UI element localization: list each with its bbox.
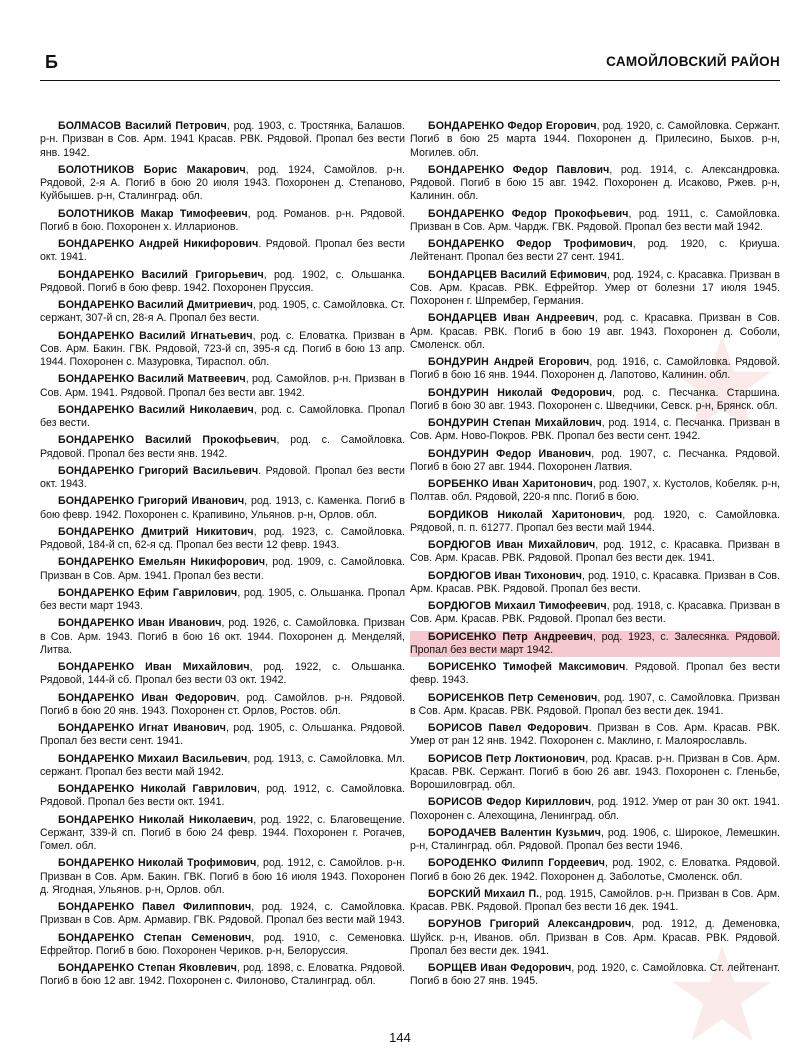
entry-text: , род. с. Песчанка. Старшина. Погиб в бою 30 авг. 1943. Похоронен с. Шведчики, Севск. р-н, Брянск. обл.: [410, 386, 780, 412]
entry-name: БОЛОТНИКОВ Борис Макарович: [58, 163, 246, 176]
entry-text: , род. 1914, с. Александровка. Рядовой. Погиб в бою 15 авг. 1942. Похоронен д. Исаково, Ржев. р-н, Калинин. обл.: [410, 163, 780, 203]
entry: [40, 617, 405, 657]
entry: [40, 556, 405, 583]
entry: [410, 888, 780, 915]
entry-text: , род. 1923, с. Самойловка. Рядовой, 184-й сп, 62-я сд. Пропал без вести 12 февр. 1943.: [40, 525, 405, 551]
entry-name: БОНДАРЕНКО Григорий Васильевич: [58, 464, 259, 477]
entry-text: , род. 1905, с. Самойловка. Ст. сержант, 307-й сп, 28-я А. Пропал без вести.: [40, 299, 405, 325]
entry-name: БОНДАРЕНКО Степан Семенович: [58, 931, 252, 944]
entry-text: , род. 1903, с. Тростянка, Балашов. р-н. Призван в Сов. Арм. 1941 Красав. РВК. Рядовой. Пропал без вести янв. 1942.: [40, 120, 405, 159]
entry-name: БОРИСОВ Павел Федорович: [428, 722, 589, 734]
entry: [410, 661, 780, 688]
entry-name: БОНДАРЕНКО Федор Павлович: [428, 163, 610, 176]
entry-name: БОНДАРЕНКО Николай Гаврилович: [58, 783, 257, 795]
entry-name: БОРУНОВ Григорий Александрович: [428, 918, 632, 931]
section-letter: Б: [45, 52, 58, 72]
entry-text: , род. 1910, с. Красавка. Призван в Сов. Арм. Красав. РВК. Рядовой. Пропал без вести.: [410, 569, 780, 595]
entry-text: , род. 1905, с. Ольшанка. Пропал без вести март 1943.: [40, 586, 405, 612]
entry: [40, 373, 405, 400]
entry-text: , род. с. Еловатка. Призван в Сов. Арм. Бакин. ГВК. Рядовой, 723-й сп, 395-я сд. Погиб в бою 13 апр. 1944. Похоронен с. Мазуровка, Тираспол. обл.: [40, 329, 405, 368]
entry-text: , род. 1912, с. Красавка. Призван в Сов. Арм. Красав. РВК. Рядовой. Пропал без вести дек. 1941.: [410, 539, 780, 565]
entry-text: , род. 1924, с. Самойловка. Призван в Сов. Арм. Армавир. ГВК. Рядовой. Пропал без вести май 1943.: [40, 901, 405, 927]
entry: [40, 901, 405, 928]
entry-text: , род. 1920, с. Самойловка. Рядовой, п. п. 61277. Пропал без вести май 1944.: [410, 508, 780, 534]
entry-name: БОРСКИЙ Михаил П.: [428, 887, 540, 900]
entry-name: БОРИСОВ Петр Локтионович: [428, 752, 586, 765]
entry-name: БОНДАРЕНКО Игнат Иванович: [58, 722, 226, 734]
entry-name: БОЛМАСОВ Василий Петрович: [58, 120, 227, 132]
entry: [40, 299, 405, 326]
entry: [410, 238, 780, 265]
entry-text: , род. 1905, с. Ольшанка. Рядовой. Пропал без вести сент. 1941.: [40, 722, 405, 748]
entry-name: БОРДЮГОВ Михаил Тимофеевич: [428, 600, 607, 612]
entry-text: , род. 1924, с. Красавка. Призван в Сов. Арм. Красав. РВК. Ефрейтор. Умер от болезни 17 июля 1945. Похоронен г. Шпрембер, Германия.: [410, 268, 780, 307]
entry-text: , род. Самойлов. р-н. Призван в Сов. Арм. 1941. Рядовой. Пропал без вести авг. 1942.: [40, 373, 405, 399]
entry-text: , род. 1920, с. Криуша. Лейтенант. Пропал без вести 27 сент. 1941.: [410, 238, 780, 264]
entry-name: БОРИСЕНКО Тимофей Максимович: [428, 661, 626, 673]
entry-text: , род. 1898, с. Еловатка. Рядовой. Погиб в бою 12 авг. 1942. Похоронен с. Филоново, Сталинград. обл.: [40, 962, 405, 988]
entry: [410, 164, 780, 204]
entry-text: , род. 1918, с. Красавка. Призван в Сов. Арм. Красав. РВК. Рядовой. Пропал без вести.: [410, 600, 780, 626]
entry-name: БОРИСОВ Федор Кириллович: [428, 796, 592, 809]
entry-name: БОРИСЕНКО Петр Андреевич: [428, 630, 593, 643]
entry: [40, 120, 405, 160]
entry-text: , род. 1909, с. Самойловка. Призван в Сов. Арм. 1941. Пропал без вести.: [40, 556, 406, 582]
entry-name: БОНДАРЕНКО Василий Николаевич: [58, 403, 254, 416]
entry-name: БОНДАРЕНКО Николай Трофимович: [58, 857, 257, 870]
entry-name: БОРОДАЧЕВ Валентин Кузьмич: [428, 826, 601, 839]
entry: [410, 478, 780, 505]
entry-name: БОНДАРЕНКО Иван Михайлович: [58, 661, 250, 673]
entry-text: , род. Самойлов. р-н. Рядовой. Погиб в бою 20 янв. 1943. Похоронен ст. Орлов, Ростов. обл.: [40, 691, 405, 717]
entry-name: БОРЩЕВ Иван Федорович: [428, 962, 572, 974]
entry: [410, 857, 780, 884]
entry: [410, 962, 780, 989]
entry: [410, 796, 780, 823]
entry-name: БОНДАРЕНКО Павел Филиппович: [58, 901, 252, 913]
entry: [410, 753, 780, 793]
entry-name: БОНДАРЕНКО Григорий Иванович: [58, 495, 245, 508]
entry-name: БОНДАРЕНКО Федор Трофимович: [428, 238, 633, 250]
entry-text: , род. 1902, с. Еловатка. Рядовой. Погиб в бою 26 дек. 1942. Похоронен д. Заболотье, Смоленск. обл.: [410, 857, 780, 883]
entry-text: , род. 1920, с. Самойловка. Сержант. Погиб в бою 25 марта 1944. Похоронен д. Прилесино, Быхов. р-н, Могилев. обл.: [410, 120, 780, 159]
highlighted-entry: [410, 631, 780, 658]
right-column: [410, 120, 780, 993]
entry: [410, 120, 780, 160]
entry-name: БОНДАРЕНКО Дмитрий Никитович: [58, 525, 254, 538]
entry-text: , род. 1912. Умер от ран 30 окт. 1941. Похоронен с. Алехощина, Ленинград. обл.: [410, 796, 780, 822]
entry: [40, 814, 405, 854]
entry: [410, 509, 780, 536]
entry: [410, 827, 780, 854]
entry-text: , род. 1924, Самойлов. р-н. Рядовой, 2-я А. Погиб в бою 20 июля 1943. Похоронен д. Степаново, Куйбышев. р-н, Сталинград. обл.: [40, 163, 405, 203]
entry-name: БОНДУРИН Николай Федорович: [428, 386, 613, 399]
entry: [40, 238, 405, 265]
entry-text: , род. 1914, с. Песчанка. Призван в Сов. Арм. Ново-Покров. РВК. Пропал без вести сент. 1942.: [410, 417, 780, 443]
entry-name: БОЛОТНИКОВ Макар Тимофеевич: [58, 207, 248, 220]
entry: [410, 269, 780, 309]
entry-name: БОРДЮГОВ Иван Тихонович: [428, 569, 583, 582]
entry-name: БОНДАРЕНКО Василий Дмитриевич: [58, 299, 253, 311]
entry-name: БОНДАРЕНКО Василий Прокофьевич: [58, 434, 277, 447]
entry-text: , род. 1907, х. Кустолов, Кобеляк. р-н, Полтав. обл. Рядовой, 220-я ппс. Погиб в бою.: [410, 478, 780, 504]
entry: [40, 587, 405, 614]
entry: [40, 164, 405, 204]
entry: [40, 465, 405, 492]
entry: [410, 387, 780, 414]
entry-text: . Рядовой. Пропал без вести окт. 1943.: [40, 464, 405, 490]
entry-name: БОНДАРЕНКО Василий Матвеевич: [58, 373, 246, 386]
entry: [410, 312, 780, 352]
entry-text: , род. 1912, д. Деменовка, Шуйск. р-н, Иванов. обл. Призван в Сов. Арм. Красав. РВК. Рядовой. Пропал без вести дек. 1941.: [410, 918, 780, 957]
entry-name: БОРДИКОВ Николай Харитонович: [428, 508, 623, 521]
entry-text: , род. 1906, с. Широкое, Лемешкин. р-н, Сталинград. обл. Рядовой. Пропал без вести 1946.: [410, 826, 780, 852]
entry: [40, 330, 405, 370]
entry-name: БОНДАРЦЕВ Василий Ефимович: [428, 268, 608, 281]
entry: [40, 404, 405, 431]
entry: [410, 356, 780, 383]
entry: [410, 208, 780, 235]
entry-text: , род. 1922, с. Ольшанка. Рядовой, 144-й сб. Пропал без вести 03 окт. 1942.: [40, 661, 405, 687]
entry-name: БОНДАРЦЕВ Иван Андреевич: [428, 312, 595, 325]
entry-name: БОНДАРЕНКО Василий Игнатьевич: [58, 329, 253, 342]
entry-name: БОНДАРЕНКО Степан Яковлевич: [58, 962, 237, 974]
entry: [40, 526, 405, 553]
entry-text: , род. 1912, с. Самойловка. Рядовой. Пропал без вести окт. 1941.: [40, 783, 405, 809]
entry: [40, 495, 405, 522]
entry: [40, 783, 405, 810]
entry-text: , род. 1915, Самойлов. р-н. Призван в Сов. Арм. Красав. РВК. Рядовой. Пропал без вести 16 дек. 1941.: [410, 887, 780, 913]
left-column: [40, 120, 405, 993]
entry-text: , род. 1902, с. Ольшанка. Рядовой. Погиб в бою февр. 1942. Похоронен Пруссия.: [40, 268, 405, 294]
entry-text: , род. Красав. р-н. Призван в Сов. Арм. Красав. РВК. Сержант. Погиб в бою 26 авг. 1943. Похоронен с. Гленьбе, Ворошиловград. обл.: [410, 752, 780, 791]
entry: [40, 753, 405, 780]
entry: [40, 269, 405, 296]
entry: [410, 722, 780, 749]
entry: [40, 857, 405, 897]
entry-text: , род. 1910, с. Семеновка. Ефрейтор. Погиб в бою. Похоронен Чериков. р-н, Белоруссия.: [40, 931, 406, 957]
entry-text: , род. 1913, с. Каменка. Погиб в бою февр. 1942. Похоронен с. Крапивино, Ульянов. р-н, Орлов. обл.: [40, 495, 405, 521]
entry: [40, 722, 405, 749]
entry-name: БОНДУРИН Степан Михайлович: [428, 417, 602, 429]
entry: [40, 208, 405, 235]
entry-text: , род. 1907, с. Самойловка. Призван в Сов. Арм. Красав. РВК. Рядовой. Пропал без вести дек. 1941.: [410, 691, 780, 717]
entry-name: БОНДАРЕНКО Ефим Гаврилович: [58, 586, 238, 599]
entry: [410, 918, 780, 958]
entry-text: , род. 1911, с. Самойловка. Призван в Сов. Арм. Чардж. ГВК. Рядовой. Пропал без вести май 1942.: [410, 207, 780, 233]
entry-name: БОНДАРЕНКО Федор Егорович: [428, 120, 597, 132]
entry-name: БОНДУРИН Андрей Егорович: [428, 356, 590, 368]
entry-name: БОНДАРЕНКО Андрей Никифорович: [58, 238, 259, 250]
entry: [40, 661, 405, 688]
entry-text: , род. Романов. р-н. Рядовой. Погиб в бою. Похоронен х. Илларионов.: [40, 207, 405, 233]
entry-name: БОРБЕНКО Иван Харитонович: [428, 478, 593, 490]
entry-name: БОНДАРЕНКО Иван Федорович: [58, 691, 237, 704]
entry-name: БОНДАРЕНКО Емельян Никифорович: [58, 556, 266, 569]
region-title: САМОЙЛОВСКИЙ РАЙОН: [606, 54, 780, 69]
page-number: 144: [389, 1030, 411, 1045]
entry-name: БОРДЮГОВ Иван Михайлович: [428, 539, 596, 551]
entry-name: БОРИСЕНКОВ Петр Семенович: [428, 691, 598, 704]
entry: [40, 962, 405, 989]
entry-text: , род. 1920, с. Самойловка. Ст. лейтенант. Погиб в бою 27 янв. 1945.: [410, 962, 780, 988]
entry-text: , род. 1923, с. Залесянка. Рядовой. Пропал без вести март 1942.: [410, 630, 780, 656]
entry: [40, 434, 405, 461]
entry-text: . Рядовой. Пропал без вести окт. 1941.: [40, 238, 405, 264]
entry-text: , род. с. Самойловка. Рядовой. Пропал без вести янв. 1942.: [40, 434, 405, 460]
entry-name: БОНДУРИН Федор Иванович: [428, 447, 592, 460]
entry-text: , род. 1916, с. Самойловка. Рядовой. Погиб в бою 16 янв. 1944. Похоронен д. Лапотово, Калинин. обл.: [410, 356, 780, 382]
entry: [410, 417, 780, 444]
entry-text: , род. с. Самойловка. Пропал без вести.: [40, 403, 405, 429]
entry-text: , род. 1913, с. Самойловка. Мл. сержант. Пропал без вести май 1942.: [40, 752, 406, 778]
entry: [410, 600, 780, 627]
entry: [40, 932, 405, 959]
entry-text: . Призван в Сов. Арм. Красав. РВК. Умер от ран 12 янв. 1942. Похоронен с. Маклино, г. Малоярославль.: [410, 722, 780, 748]
entry-text: , род. 1926, с. Самойловка. Призван в Сов. Арм. 1943. Погиб в бою 16 окт. 1944. Похоронен д. Менделяй, Литва.: [40, 617, 405, 656]
entry-name: БОРОДЕНКО Филипп Гордеевич: [428, 857, 606, 870]
entry-text: , род. 1922, с. Благовещение. Сержант, 339-й сп. Погиб в бою 24 февр. 1944. Похоронен г. Рогачев, Гомел. обл.: [40, 813, 405, 852]
header-divider: [40, 80, 780, 81]
entry: [410, 448, 780, 475]
entry-name: БОНДАРЕНКО Николай Николаевич: [58, 813, 254, 826]
entry-text: , род. 1912, с. Самойлов. р-н. Призван в Сов. Арм. Бакин. ГВК. Погиб в бою 16 июля 1943. Похоронен д. Ягодная, Ульянов. р-н, Орлов. обл.: [40, 857, 405, 896]
entry-name: БОНДАРЕНКО Иван Иванович: [58, 617, 222, 630]
entry-text: , род. 1907, с. Песчанка. Рядовой. Погиб в бою 27 авг. 1944. Похоронен Латвия.: [410, 447, 780, 473]
entry: [410, 692, 780, 719]
entry-text: . Рядовой. Пропал без вести февр. 1943.: [410, 661, 780, 687]
entry-name: БОНДАРЕНКО Василий Григорьевич: [58, 268, 264, 281]
entry-text: , род. с. Красавка. Призван в Сов. Арм. Красав. РВК. Погиб в бою 19 авг. 1943. Похоронен д. Соболи, Смоленск. обл.: [410, 312, 781, 351]
entry-name: БОНДАРЕНКО Федор Прокофьевич: [428, 207, 629, 220]
entry: [410, 539, 780, 566]
entry-name: БОНДАРЕНКО Михаил Васильевич: [58, 752, 248, 765]
entry: [410, 570, 780, 597]
entry: [40, 692, 405, 719]
